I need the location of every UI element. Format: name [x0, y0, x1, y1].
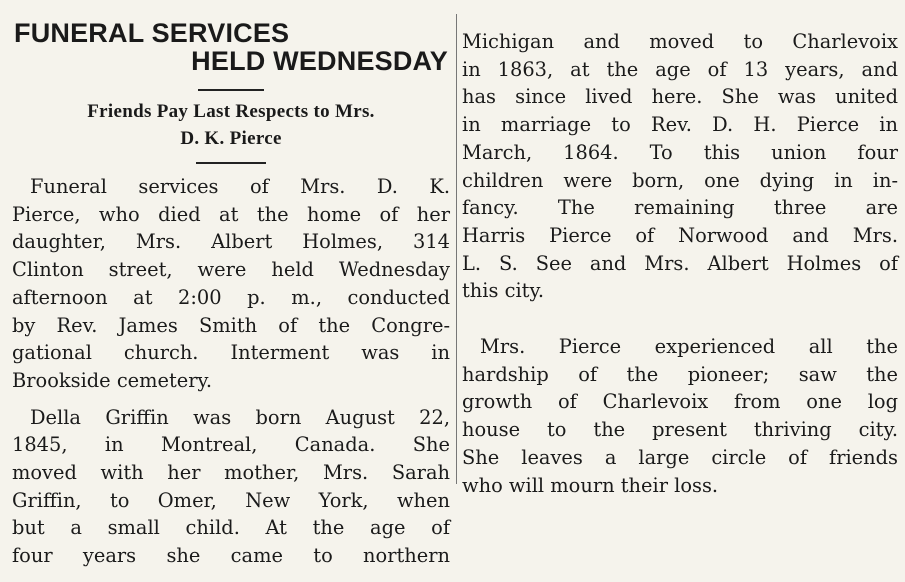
- text-line: but a small child. At the age of: [12, 516, 450, 540]
- paragraph-biography-continued: [462, 28, 898, 305]
- text-line: daughter, Mrs. Albert Holmes, 314: [12, 230, 450, 254]
- text-line: She leaves a large circle of friends: [462, 445, 898, 469]
- right-column: [462, 0, 898, 499]
- paragraph-funeral-services: [12, 173, 450, 395]
- text-line: gational church. Interment was in: [12, 341, 450, 365]
- text-line: in marriage to Rev. D. H. Pierce in: [462, 113, 898, 137]
- text-line: L. S. See and Mrs. Albert Holmes of: [462, 251, 898, 275]
- subheadline: [12, 98, 450, 152]
- paragraph-biography-start: [12, 404, 450, 570]
- text-line: Mrs. Pierce experienced all the: [480, 335, 898, 359]
- text-line: Brookside cemetery.: [12, 368, 213, 392]
- text-line: Della Griffin was born August 22,: [30, 405, 450, 429]
- headline-line-1: FUNERAL SERVICES: [14, 18, 290, 48]
- text-line: in 1863, at the age of 13 years, and: [462, 57, 898, 81]
- text-line: who will mourn their loss.: [462, 473, 719, 497]
- text-line: children were born, one dying in in-: [462, 168, 898, 192]
- text-line: March, 1864. To this union four: [462, 140, 898, 164]
- column-divider: [456, 14, 457, 484]
- headline: [12, 0, 450, 75]
- text-line: Funeral services of Mrs. D. K.: [30, 175, 450, 198]
- text-line: Michigan and moved to Charlevoix: [462, 30, 898, 53]
- headline-rule: [198, 89, 264, 91]
- subheadline-rule: [196, 162, 266, 164]
- text-line: 1845, in Montreal, Canada. She: [12, 433, 450, 457]
- text-line: has since lived here. She was united: [462, 85, 898, 109]
- text-line: by Rev. James Smith of the Congre-: [12, 313, 450, 337]
- text-line: fancy. The remaining three are: [462, 196, 898, 220]
- left-column: [12, 0, 450, 570]
- text-line: Griffin, to Omer, New York, when: [12, 488, 450, 512]
- text-line: moved with her mother, Mrs. Sarah: [12, 461, 450, 485]
- text-line: this city.: [462, 279, 544, 303]
- paragraph-pioneer: [462, 333, 898, 499]
- text-line: afternoon at 2:00 p. m., conducted: [12, 285, 450, 309]
- text-line: four years she came to northern: [12, 544, 450, 568]
- text-line: Harris Pierce of Norwood and Mrs.: [462, 223, 898, 247]
- subheadline-line-2: D. K. Pierce: [180, 128, 282, 149]
- headline-line-2: HELD WEDNESDAY: [191, 46, 448, 76]
- text-line: house to the present thriving city.: [462, 418, 898, 442]
- text-line: Clinton street, were held Wednesday: [12, 258, 450, 282]
- text-line: hardship of the pioneer; saw the: [462, 362, 898, 386]
- text-line: Pierce, who died at the home of her: [12, 202, 450, 226]
- subheadline-line-1: Friends Pay Last Respects to Mrs.: [87, 101, 375, 122]
- text-line: growth of Charlevoix from one log: [462, 390, 898, 414]
